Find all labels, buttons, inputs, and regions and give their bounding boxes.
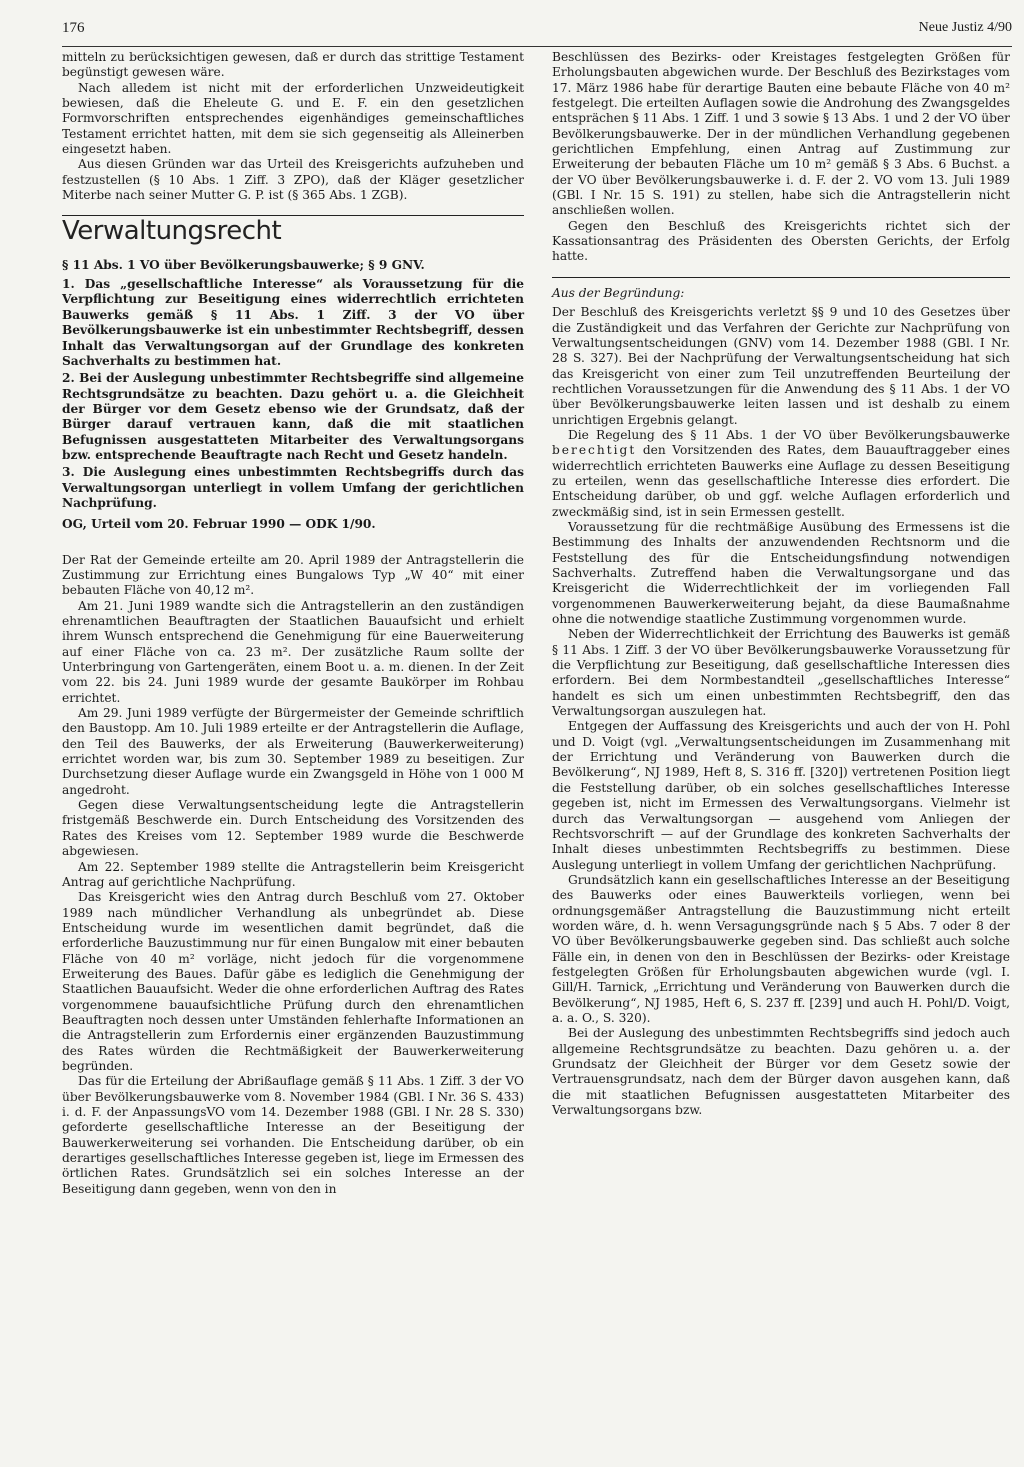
paragraph: Grundsätzlich kann ein gesellschaftliches Interesse an der Beseitigung des Bauwerks oder eines Bauwerkteils vorliegen, wenn bei ordnungsgemäßer Antragstellung die Bauzustimmung nicht erteilt worden wäre, d. h. wenn Versagungsgründe nach § 5 Abs. 7 oder 8 der VO über Bevölkerungsbauwerke gegeben sind. Das schließt auch solche Fälle ein, in denen von den in Beschlüssen der Bezirks- oder Kreistage festgelegten Größen für Erholungsbauten abgewichen wurde (vgl. I. Gill/H. Tarnick, „Errichtung und Veränderung von Bauwerken durch die Bevölkerung“, NJ 1985, Heft 6, S. 237 ff. [239] und auch H. Pohl/D. Voigt, a. a. O., S. 320). bbox=[552, 872, 1010, 1025]
paragraph: Das für die Erteilung der Abrißauflage gemäß § 11 Abs. 1 Ziff. 3 der VO über Bevölkerungsbauwerke vom 8. November 1984 (GBl. I Nr. 36 S. 433) i. d. F. der AnpassungsVO vom 14. Dezember 1988 (GBl. I Nr. 28 S. 330) geforderte gesellschaftliche Interesse an der Beseitigung der Bauwerkerweiterung sei vorhanden. Die Entscheidung darüber, ob ein derartiges gesellschaftliches Interesse gegeben ist, liege im Ermessen des örtlichen Rates. Grundsätzlich sei ein solches Interesse an der Beseitigung dann gegeben, wenn von den in bbox=[62, 1074, 524, 1196]
paragraph: Das Kreisgericht wies den Antrag durch Beschluß vom 27. Oktober 1989 nach mündlicher Verhandlung als unbegründet ab. Diese Entscheidung wurde im wesentlichen damit begründet, daß die erforderliche Bauzustimmung nur für einen Bungalow mit einer bebauten Fläche von 40 m² vorläge, nicht jedoch für die vorgenommene Erweiterung des Baues. Dafür gäbe es lediglich die Genehmigung der Staatlichen Bauaufsicht. Weder die ohne erforderlichen Auftrag des Rates vorgenommene bauaufsichtliche Prüfung durch den ehrenamtlichen Beauftragten noch dessen unter Umständen fehlerhafte Informationen an die Antragstellerin zum Erfordernis einer ergänzenden Bauzustimmung des Rates würden die Rechtmäßigkeit der Bauwerkerweiterung begründen. bbox=[62, 890, 524, 1073]
paragraph: Aus diesen Gründen war das Urteil des Kreisgerichts aufzuheben und festzustellen (§ 10 Abs. 1 Ziff. 3 ZPO), daß der Kläger gesetzlicher Miterbe nach seiner Mutter G. P. ist (§ 365 Abs. 1 ZGB). bbox=[62, 157, 524, 203]
headnote-1: 1. Das „gesellschaftliche Interesse“ als Voraussetzung für die Verpflichtung zur Beseitigung eines widerrechtlich errichteten Bauwerks gemäß § 11 Abs. 1 Ziff. 3 der VO über Bevölkerungsbauwerke ist ein unbestimmter Rechtsbegriff, dessen Inhalt das Verwaltungsorgan auf der Grundlage des konkreten Sachverhalts zu bestimmen hat. bbox=[62, 277, 524, 368]
journal-issue: Neue Justiz 4/90 bbox=[918, 20, 1012, 35]
paragraph: Beschlüssen des Bezirks- oder Kreistages festgelegten Größen für Erholungsbauten abgewichen wurde. Der Beschluß des Bezirkstages vom 17. März 1986 habe für derartige Bauten eine bebaute Fläche von 40 m² festgelegt. Die erteilten Auflagen sowie die Androhung des Zwangsgeldes entsprächen § 11 Abs. 1 Ziff. 1 und 3 sowie § 13 Abs. 1 und 2 der VO über Bevölkerungsbauwerke. Der in der mündlichen Verhandlung gegebenen gerichtlichen Empfehlung, einen Antrag auf Zustimmung zur Erweiterung der bebauten Fläche um 10 m² gemäß § 3 Abs. 6 Buchst. a der VO über Bevölkerungsbauwerke i. d. F. der 2. VO vom 13. Juli 1989 (GBl. I Nr. 15 S. 191) zu stellen, habe sich die Antragstellerin nicht anschließen wollen. bbox=[552, 50, 1010, 218]
headnote-3: 3. Die Auslegung eines unbestimmten Rechtsbegriffs durch das Verwaltungsorgan unterliegt in vollem Umfang der gerichtlichen Nachprüfung. bbox=[62, 465, 524, 510]
right-column bbox=[552, 50, 1010, 1118]
paragraph: Am 29. Juni 1989 verfügte der Bürgermeister der Gemeinde schriftlich den Baustopp. Am 10. Juli 1989 erteilte er der Antragstellerin die Auflage, den Teil des Bauwerks, der als Erweiterung (Bauwerkerweiterung) errichtet worden war, bis zum 30. September 1989 zu beseitigen. Zur Durchsetzung dieser Auflage wurde ein Zwangsgeld in Höhe von 1 000 M angedroht. bbox=[62, 706, 524, 797]
paragraph: Gegen diese Verwaltungsentscheidung legte die Antragstellerin fristgemäß Beschwerde ein. Durch Entscheidung des Vorsitzenden des Rates des Kreises vom 12. September 1989 wurde die Beschwerde abgewiesen. bbox=[62, 798, 524, 859]
paragraph: Am 22. September 1989 stellte die Antragstellerin beim Kreisgericht Antrag auf gerichtliche Nachprüfung. bbox=[62, 859, 524, 889]
decision-citation: OG, Urteil vom 20. Februar 1990 — ODK 1/90. bbox=[62, 517, 376, 532]
paragraph: Der Beschluß des Kreisgerichts verletzt §§ 9 und 10 des Gesetzes über die Zuständigkeit und das Verfahren der Gerichte zur Nachprüfung von Verwaltungsentscheidungen (GNV) vom 14. Dezember 1988 (GBl. I Nr. 28 S. 327). Bei der Nachprüfung der Verwaltungsentscheidung hat sich das Kreisgericht von einer zum Teil unzutreffenden Beurteilung der rechtlichen Voraussetzungen für die Anwendung des § 11 Abs. 1 der VO über Bevölkerungsbauwerke leiten lassen und ist deshalb zu einem unrichtigen Ergebnis gelangt. bbox=[552, 305, 1010, 427]
page-header bbox=[62, 18, 1012, 47]
section-title: Verwaltungsrecht bbox=[62, 215, 524, 245]
paragraph: Gegen den Beschluß des Kreisgerichts richtet sich der Kassationsantrag des Präsidenten des Obersten Gerichts, der Erfolg hatte. bbox=[552, 218, 1010, 264]
headnote-2: 2. Bei der Auslegung unbestimmter Rechtsbegriffe sind allgemeine Rechtsgrundsätze zu beachten. Dazu gehört u. a. die Gleichheit der Bürger vor dem Gesetz ebenso wie der Grundsatz, daß der Bürger darauf vertrauen kann, daß die mit staatlichen Befugnissen ausgestatteten Mitarbeiter des Verwaltungsorgans bzw. entsprechende Beauftragte nach Recht und Gesetz handeln. bbox=[62, 371, 524, 462]
paragraph: Neben der Widerrechtlichkeit der Errichtung des Bauwerks ist gemäß § 11 Abs. 1 Ziff. 3 der VO über Bevölkerungsbauwerke Voraussetzung für die Verpflichtung zur Beseitigung, daß gesellschaftliche Interessen dies erfordern. Bei dem Normbestandteil „gesellschaftliches Interesse“ handelt es sich um einen unbestimmten Rechtsbegriff, den das Verwaltungsorgan auszulegen hat. bbox=[552, 627, 1010, 719]
paragraph: Am 21. Juni 1989 wandte sich die Antragstellerin an den zuständigen ehrenamtlichen Beauftragten der Staatlichen Bauaufsicht und erhielt ihrem Wunsch entsprechend die Genehmigung für eine Bauerweiterung auf einer Fläche von ca. 23 m². Der zusätzliche Raum sollte der Unterbringung von Gartengeräten, einem Boot u. a. m. dienen. In der Zeit vom 22. bis 24. Juni 1989 wurde der gesamte Baukörper im Rohbau errichtet. bbox=[62, 598, 524, 705]
paragraph: Der Rat der Gemeinde erteilte am 20. April 1989 der Antragstellerin die Zustimmung zur Errichtung eines Bungalows Typ „W 40“ mit einer bebauten Fläche von 40,12 m². bbox=[62, 552, 524, 598]
paragraph: Entgegen der Auffassung des Kreisgerichts und auch der von H. Pohl und D. Voigt (vgl. „Verwaltungsentscheidungen im Zusammenhang mit der Errichtung und Veränderung von Bauwerken durch die Bevölkerung“, NJ 1989, Heft 8, S. 316 ff. [320]) vertretenen Position liegt die Feststellung darüber, ob ein solches gesellschaftliches Interesse gegeben ist, nicht im Ermessen des Verwaltungsorgans. Vielmehr ist durch das Verwaltungsorgan — ausgehend vom Anliegen der Rechtsvorschrift — auf der Grundlage des konkreten Sachverhalts der Inhalt dieses unbestimmten Rechtsbegriffs zu bestimmen. Diese Auslegung unterliegt in vollem Umfang der gerichtlichen Nachprüfung. bbox=[552, 719, 1010, 872]
paragraph: Voraussetzung für die rechtmäßige Ausübung des Ermessens ist die Bestimmung des Inhalts der anzuwendenden Rechtsnorm und die Feststellung des für die Entscheidungsfindung notwendigen Sachverhalts. Zutreffend haben die Verwaltungsorgane und das Kreisgericht die Widerrechtlichkeit der im vorliegenden Fall vorgenommenen Bauwerkerweiterung bejaht, da diese Baumaßnahme ohne die notwendige staatliche Zustimmung vorgenommen wurde. bbox=[552, 519, 1010, 627]
text-run: den Vorsitzenden des Rates, dem Bauauftraggeber eines widerrechtlich errichteten Bauwerks eine Auflage zu dessen Beseitigung zu erteilen, wenn das gesellschaftliche Interesse dies erfordert. Die Entscheidung darüber, ob und ggf. welche Auflagen erforderlich und zweckmäßig sind, ist in sein Ermessen gestellt. bbox=[552, 443, 1011, 519]
text-run: Die Regelung des § 11 Abs. 1 der VO über Bevölkerungsbauwerke bbox=[568, 427, 1010, 442]
paragraph: Nach alledem ist nicht mit der erforderlichen Unzweideutigkeit bewiesen, daß die Eheleute G. und E. F. ein den gesetzlichen Formvorschriften entsprechendes eigenhändiges gemeinschaftliches Testament errichtet hatten, mit dem sie sich gegenseitig als Alleinerben eingesetzt haben. bbox=[62, 80, 524, 157]
paragraph: mitteln zu berücksichtigen gewesen, daß er durch das strittige Testament begünstigt gewesen wäre. bbox=[62, 50, 524, 80]
page-number: 176 bbox=[62, 20, 85, 36]
norm-references: § 11 Abs. 1 VO über Bevölkerungsbauwerke; § 9 GNV. bbox=[62, 257, 425, 272]
reasons-heading: Aus der Begründung: bbox=[552, 285, 685, 300]
emphasized-word: berechtigt bbox=[552, 443, 637, 458]
column-divider bbox=[552, 277, 1010, 278]
left-column bbox=[62, 50, 524, 1197]
paragraph: Bei der Auslegung des unbestimmten Rechtsbegriffs sind jedoch auch allgemeine Rechtsgrundsätze zu beachten. Dazu gehören u. a. der Grundsatz der Gleichheit der Bürger vor dem Gesetz sowie der Vertrauensgrundsatz, nach dem der Bürger davon ausgehen kann, daß die mit staatlichen Befugnissen ausgestatteten Mitarbeiter des Verwaltungsorgans bzw. bbox=[552, 1026, 1010, 1118]
paragraph bbox=[552, 428, 1010, 520]
